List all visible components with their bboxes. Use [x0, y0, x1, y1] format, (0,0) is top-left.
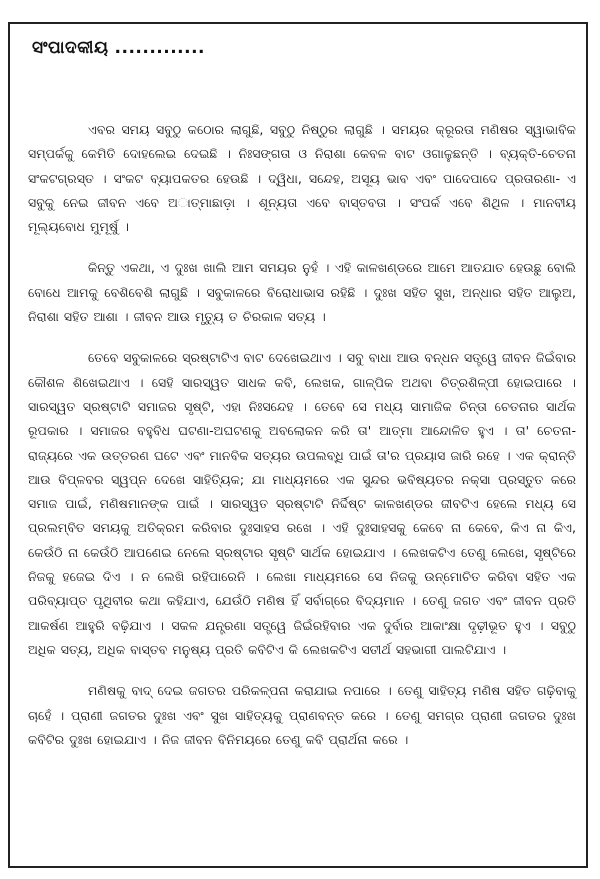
paragraph-3: ତେବେ ସବୁକାଳରେ ସ୍ରଷ୍ଟାଟିଏ ବାଟ ଦେଖେଇଥାଏ । ସବୁ ବାଧା ଆଉ ବନ୍ଧନ ସତ୍ତ୍ୱେ ଜୀବନ ଜିଇଁବାର କୌଶଳ ଶିଖେଇଥାଏ । ସେହି ସାରସ୍ୱତ ସାଧକ କବି, ଲେଖକ, ଗାଳ୍ପିକ ଅଥବା ଚିତ୍ରଶିଳ୍ପୀ ହୋଇପାରେ । ସାରସ୍ୱତ ସ୍ରଷ୍ଟାଟି ସମାଜର ସୃଷ୍ଟି, ଏହା ନିଃସନ୍ଦେହ । ତେବେ ସେ ମଧ୍ୟ ସାମାଜିକ ଚିନ୍ତା ଚେତନାର ସାର୍ଥକ ରୂପକାର । ସମାଜର ବହୁବିଧ ଘଟଣା-ଅଘଟଣକୁ ଅବଲୋକନ କରି ତା' ଆତ୍ମା ଆନ୍ଦୋଳିତ ହୁଏ । ତା' ଚେତନା-ରାଜ୍ୟରେ ଏକ ଉତ୍ତରଣ ଘଟେ ଏବଂ ମାନବିକ ସତ୍ୟର ଉପଲବ୍ଧି ପାଇଁ ତା'ର ପ୍ରୟାସ ଜାରି ରହେ । ଏକ କ୍ରାନ୍ତି ଆଉ ବିପ୍ଳବର ସ୍ୱପ୍ନ ଦେଖେ ସାହିତ୍ୟିକ; ଯା ମାଧ୍ୟମରେ ଏକ ସୁନ୍ଦର ଭବିଷ୍ୟତର ନକ୍ସା ପ୍ରସ୍ତୁତ କରେ ସମାଜ ପାଇଁ, ମଣିଷମାନଙ୍କ ପାଇଁ । ସାରସ୍ୱତ ସ୍ରଷ୍ଟାଟି ନିର୍ଦ୍ଦିଷ୍ଟ କାଳଖଣ୍ଡର ଜୀବଟିଏ ହେଲେ ମଧ୍ୟ ସେ ପ୍ରଲମ୍ବିତ ସମୟକୁ ଅତିକ୍ରମ କରିବାର ଦୁଃସାହସ ରଖେ । ଏହି ଦୁଃସାହସକୁ କେବେ ନା କେବେ, କିଏ ନା କିଏ, କେଉଁଠି ନା କେଉଁଠି ଆପଣେଇ ନେଲେ ସ୍ରଷ୍ଟାର ସୃଷ୍ଟି ସାର୍ଥକ ହୋଇଯାଏ । ଲେଖକଟିଏ ତେଣୁ ଲେଖେ, ସୃଷ୍ଟିରେ ନିଜକୁ ହଜେଇ ଦିଏ । ନ ଲେଖି ରହିପାରେନି । ଲେଖା ମାଧ୍ୟମରେ ସେ ନିଜକୁ ଉନ୍ମୋଚିତ କରିବା ସହିତ ଏକ ପରିବ୍ୟାପ୍ତ ପୃଥିବୀର କଥା କହିଯାଏ, ଯେଉଁଠି ମଣିଷ ହିଁ ସର୍ବାଗ୍ରେ ବିଦ୍ୟମାନ । ତେଣୁ ଜଗତ ଏବଂ ଜୀବନ ପ୍ରତି ଆକର୍ଷଣ ଆହୁରି ବଢ଼ିଯାଏ । ସକଳ ଯନ୍ତ୍ରଣା ସତ୍ତ୍ୱେ ଜିଇଁରହିବାର ଏକ ଦୁର୍ବାର ଆକାଂକ୍ଷା ଦୃଢ଼ୀଭୂତ ହୁଏ । ସବୁଠୁ ଅଧିକ ସତ୍ୟ, ଅଧିକ ବାସ୍ତବ ମନୁଷ୍ୟ ପ୍ରତି କବିଟିଏ କି ଲେଖକଟିଏ ସତୀର୍ଥ ସହଭାଗୀ ପାଲଟିଯାଏ । [28, 350, 576, 657]
paragraph-1: ଏବର ସମୟ ସବୁଠୁ କଠୋର ଲାଗୁଛି, ସବୁଠୁ ନିଷ୍ଠୁର ଲାଗୁଛି । ସମୟର କ୍ରୂରତା ମଣିଷର ସ୍ୱାଭାବିକ ସମ୍ପର୍କକୁ କେମିତି ଦୋହଲେଇ ଦେଇଛି । ନିଃସଙ୍ଗତା ଓ ନିରାଶା କେବଳ ବାଟ ଓଗାଳୁଛନ୍ତି । ବ୍ୟକ୍ତି-ଚେତନା ସଂକଟଗ୍ରସ୍ତ । ସଂକଟ ବ୍ୟାପକତର ହେଉଛି । ଦ୍ୱିଧା, ସନ୍ଦେହ, ଅସୂୟ ଭାବ ଏବଂ ପାଦେପାଦେ ପ୍ରତାରଣା- ଏ ସବୁକୁ ନେଇ ଜୀବନ ଏବେ ଅାତ୍ମାଛାଡ଼ା । ଶୂନ୍ୟତା ଏବେ ବାସ୍ତବତା । ସଂପର୍କ ଏବେ ଶିଥିଳ । ମାନବୀୟ ମୂଲ୍ୟବୋଧ ମୁମୂର୍ଷୁ । [28, 122, 576, 235]
page-title [32, 38, 205, 58]
heading-title: ସଂପାଦକୀୟ [32, 38, 109, 58]
paragraph-4: ମଣିଷକୁ ବାଦ୍ ଦେଇ ଜଗତର ପରିକଳ୍ପନା କରାଯାଇ ନପାରେ । ତେଣୁ ସାହିତ୍ୟ ମଣିଷ ସହିତ ଗଢ଼ିବାକୁ ଚାହେଁ । ପ୍ରାଣୀ ଜଗତର ଦୁଃଖ ଏବଂ ସୁଖ ସାହିତ୍ୟକୁ ପ୍ରାଣବନ୍ତ କରେ । ତେଣୁ ସମଗ୍ର ପ୍ରାଣୀ ଜଗତର ଦୁଃଖ କବିଟିର ଦୁଃଖ ହୋଇଯାଏ । ନିଜ ଜୀବନ ବିନିମୟରେ ତେଣୁ କବି ପ୍ରାର୍ଥନା କରେ । [28, 683, 577, 747]
heading-dots: ............. [114, 38, 206, 58]
paragraph-2: କିନ୍ତୁ ଏକଥା, ଏ ଦୁଃଖ ଖାଲି ଆମ ସମୟର ନୁହଁ । ଏହି କାଳଖଣ୍ଡରେ ଆମେ ଆତଯାତ ହେଉଛୁ ବୋଲି ବୋଧେ ଆମକୁ ବେଶିବେଶି ଲାଗୁଛି । ସବୁକାଳରେ ବିରୋଧାଭାସ ରହିଛି । ଦୁଃଖ ସହିତ ସୁଖ, ଅନ୍ଧାର ସହିତ ଆଲୁଅ, ନିରାଶା ସହିତ ଆଶା । ଜୀବନ ଆଉ ମୃତ୍ୟୁ ତ ଚିରକାଳ ସତ୍ୟ । [28, 260, 576, 325]
editorial-body [28, 118, 576, 769]
